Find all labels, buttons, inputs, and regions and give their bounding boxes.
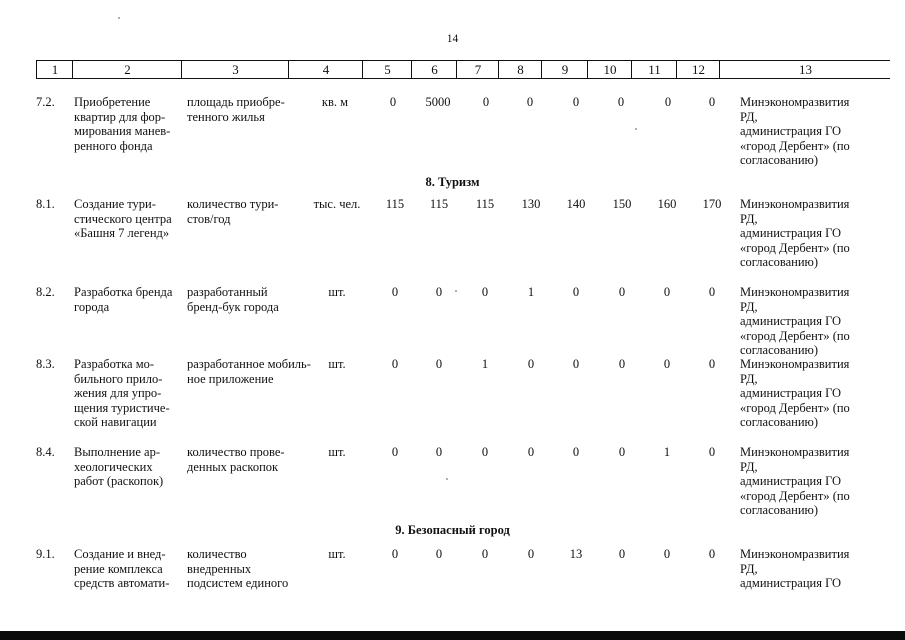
value-5: 0	[391, 357, 399, 371]
value-12: 0	[708, 357, 716, 371]
scan-speck	[446, 478, 448, 480]
column-number: 4	[288, 61, 363, 78]
measure-name: Создание и внед- рение комплекса средств автомати-	[74, 547, 170, 590]
value-7: 1	[481, 357, 489, 371]
value-9: 0	[572, 357, 580, 371]
value-6: 0	[435, 547, 443, 561]
section-title-tourism: 8. Туризм	[425, 175, 480, 189]
value-6: 115	[429, 197, 449, 211]
value-8: 0	[527, 445, 535, 459]
value-11: 160	[657, 197, 677, 211]
responsible: Минэкономразвития РД, администрация ГО «город Дербент» (по согласованию)	[740, 445, 850, 517]
row-id: 8.3.	[36, 357, 55, 371]
measure-name: Разработка бренда города	[74, 285, 173, 314]
value-11: 1	[663, 445, 671, 459]
measure-name: Приобретение квартир для фор- мирования манев- ренного фонда	[74, 95, 171, 153]
value-6: 0	[435, 285, 443, 299]
scan-speck	[118, 17, 120, 19]
column-number: 11	[631, 61, 677, 78]
column-number: 10	[587, 61, 632, 78]
value-7: 115	[475, 197, 495, 211]
value-9: 140	[566, 197, 586, 211]
row-id: 8.4.	[36, 445, 55, 459]
row-id: 8.1.	[36, 197, 55, 211]
unit: кв. м	[321, 95, 349, 109]
indicator: площадь приобре- тенного жилья	[187, 95, 285, 124]
indicator: разработанное мобиль- ное приложение	[187, 357, 311, 386]
unit: шт.	[328, 547, 346, 561]
row-id: 7.2.	[36, 95, 55, 109]
column-number-header	[36, 60, 890, 79]
column-number: 9	[541, 61, 588, 78]
scan-bottom-edge	[0, 631, 905, 640]
unit: шт.	[328, 357, 346, 371]
value-8: 0	[527, 547, 535, 561]
row-id: 8.2.	[36, 285, 55, 299]
column-number: 8	[498, 61, 542, 78]
measure-name: Создание тури- стического центра «Башня 7 легенд»	[74, 197, 172, 240]
scan-speck	[455, 290, 457, 292]
column-number: 6	[411, 61, 457, 78]
value-5: 0	[391, 445, 399, 459]
value-12: 0	[708, 285, 716, 299]
value-11: 0	[664, 95, 672, 109]
value-11: 0	[663, 547, 671, 561]
value-9: 0	[572, 95, 580, 109]
value-7: 0	[481, 547, 489, 561]
value-8: 130	[521, 197, 541, 211]
value-10: 0	[618, 285, 626, 299]
value-10: 0	[617, 95, 625, 109]
value-12: 0	[708, 547, 716, 561]
value-5: 0	[391, 285, 399, 299]
unit: шт.	[328, 285, 346, 299]
value-8: 0	[526, 95, 534, 109]
responsible: Минэкономразвития РД, администрация ГО «город Дербент» (по согласованию)	[740, 95, 850, 167]
unit: шт.	[328, 445, 346, 459]
value-10: 150	[612, 197, 632, 211]
column-number: 3	[181, 61, 289, 78]
column-number: 5	[362, 61, 412, 78]
responsible: Минэкономразвития РД, администрация ГО «город Дербент» (по согласованию)	[740, 357, 850, 429]
scan-speck	[635, 128, 637, 130]
value-7: 0	[482, 95, 490, 109]
indicator: количество внедренных подсистем единого	[187, 547, 289, 590]
value-7: 0	[481, 285, 489, 299]
column-number: 2	[72, 61, 182, 78]
value-9: 0	[572, 285, 580, 299]
column-number: 13	[719, 61, 891, 78]
indicator: разработанный бренд-бук города	[187, 285, 279, 314]
value-6: 0	[435, 357, 443, 371]
responsible: Минэкономразвития РД, администрация ГО «город Дербент» (по согласованию)	[740, 197, 850, 269]
row-id: 9.1.	[36, 547, 55, 561]
measure-name: Разработка мо- бильного прило- жения для упро- щения туристиче- ской навигации	[74, 357, 170, 429]
unit: тыс. чел.	[313, 197, 361, 211]
responsible: Минэкономразвития РД, администрация ГО «город Дербент» (по согласованию)	[740, 285, 850, 357]
value-12: 0	[708, 95, 716, 109]
value-5: 0	[391, 547, 399, 561]
section-title-safe-city: 9. Безопасный город	[395, 523, 510, 537]
value-10: 0	[618, 445, 626, 459]
value-8: 1	[527, 285, 535, 299]
value-12: 0	[708, 445, 716, 459]
value-9: 13	[569, 547, 583, 561]
value-9: 0	[572, 445, 580, 459]
value-10: 0	[618, 357, 626, 371]
value-7: 0	[481, 445, 489, 459]
value-12: 170	[702, 197, 722, 211]
value-10: 0	[618, 547, 626, 561]
column-number: 12	[676, 61, 720, 78]
value-11: 0	[663, 285, 671, 299]
value-5: 0	[389, 95, 397, 109]
indicator: количество тури- стов/год	[187, 197, 279, 226]
column-number: 1	[36, 61, 73, 78]
value-8: 0	[527, 357, 535, 371]
measure-name: Выполнение ар- хеологических работ (раскопок)	[74, 445, 164, 488]
value-11: 0	[663, 357, 671, 371]
value-6: 0	[435, 445, 443, 459]
indicator: количество прове- денных раскопок	[187, 445, 285, 474]
page-number: 14	[446, 33, 459, 45]
column-number: 7	[456, 61, 499, 78]
value-5: 115	[385, 197, 405, 211]
value-6: 5000	[425, 95, 451, 109]
responsible: Минэкономразвития РД, администрация ГО	[740, 547, 850, 590]
